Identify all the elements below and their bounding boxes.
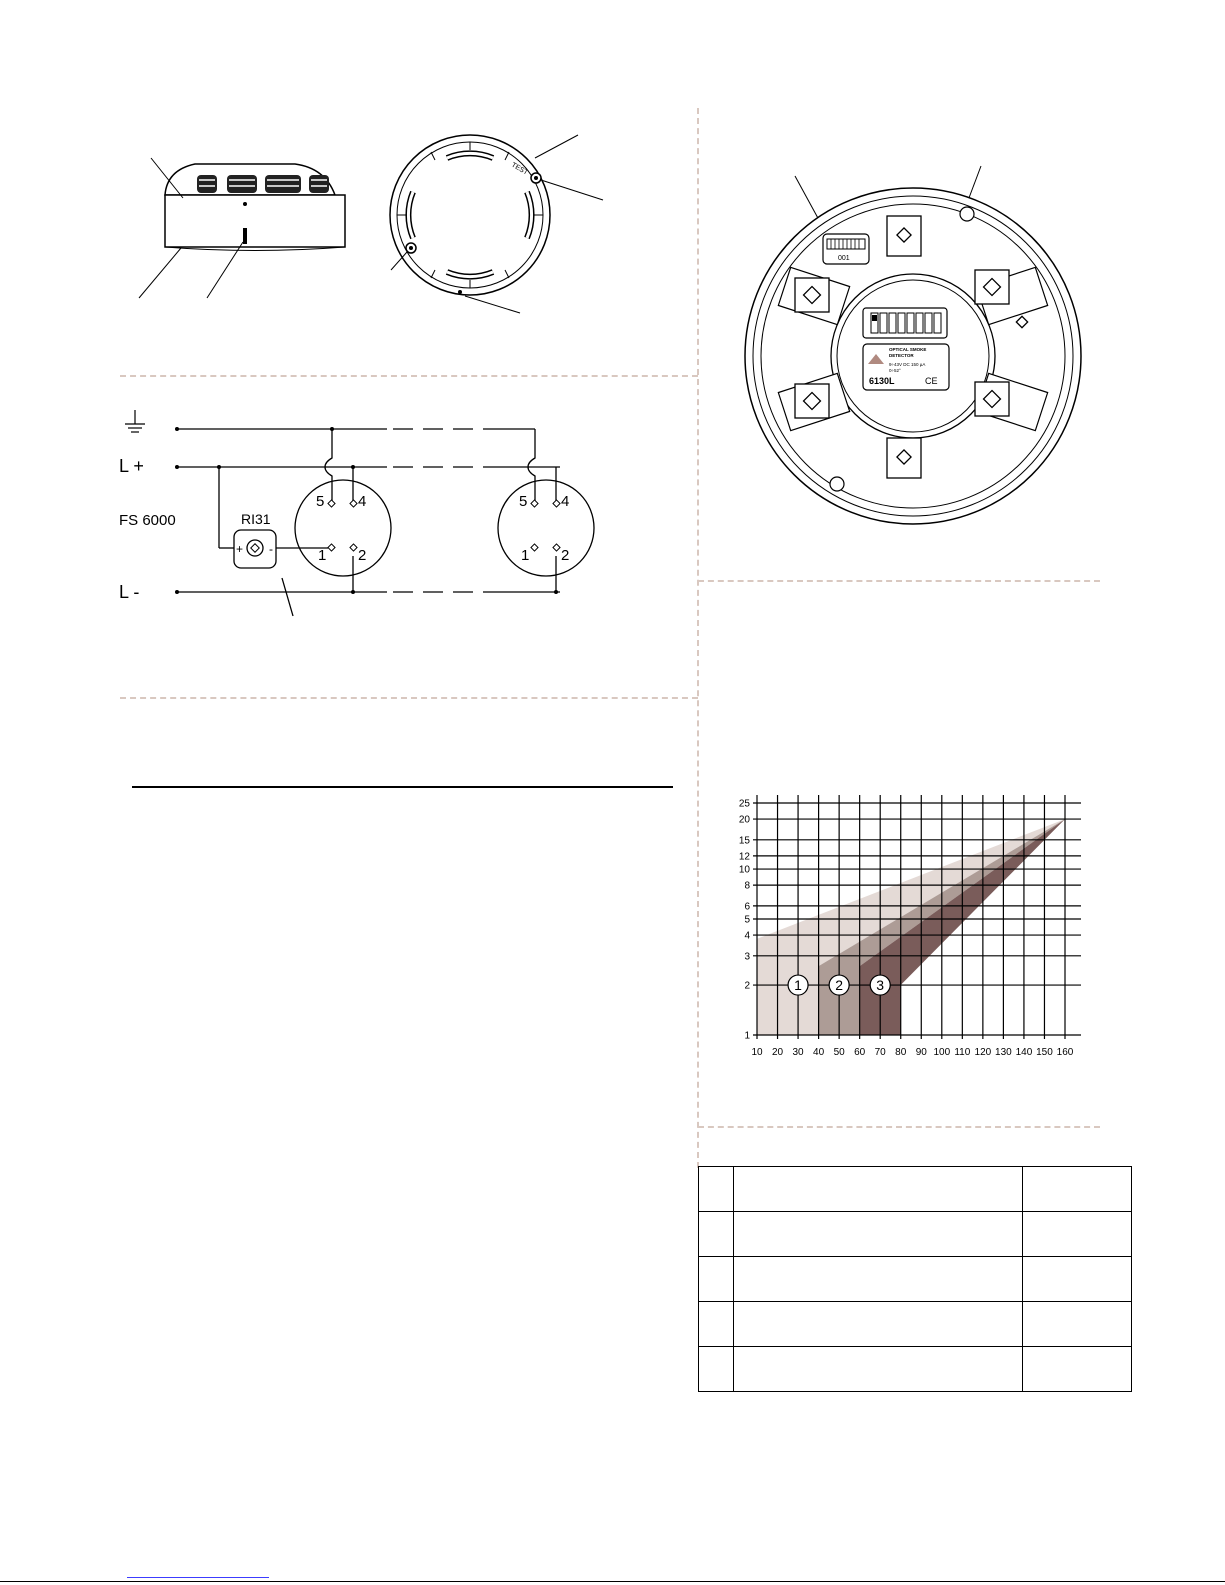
y-tick-label: 1 — [744, 1030, 750, 1042]
product-label-line4: 0÷52° — [889, 368, 901, 373]
separator-vertical — [697, 108, 699, 1168]
x-tick-label: 70 — [874, 1047, 886, 1058]
y-tick-label: 4 — [744, 930, 750, 942]
x-tick-label: 50 — [833, 1047, 845, 1058]
model-label: 6130L — [869, 376, 895, 386]
section-rule — [132, 786, 673, 788]
x-tick-label: 110 — [954, 1047, 971, 1058]
table-row — [699, 1257, 1132, 1302]
x-tick-label: 30 — [792, 1047, 804, 1058]
test-label: TEST — [510, 161, 529, 177]
y-tick-label: 8 — [744, 880, 750, 892]
base2-terminal-1: 1 — [521, 547, 530, 564]
indicator-label: RI31 — [241, 511, 271, 527]
product-label-line3: 9÷43V DC 150 µA — [889, 362, 926, 367]
x-tick-label: 120 — [974, 1047, 992, 1058]
table-row — [699, 1212, 1132, 1257]
base2-terminal-5: 5 — [519, 493, 528, 510]
series-label-3: 3 — [876, 977, 885, 994]
series-label-2: 2 — [835, 977, 844, 994]
separator-top-left — [120, 375, 698, 377]
small-switch-label: 001 — [838, 255, 850, 262]
y-tick-label: 10 — [738, 864, 750, 876]
wiring-diagram — [115, 400, 675, 630]
indicator-minus: - — [269, 542, 273, 556]
detector-side-view — [135, 150, 365, 310]
base2-terminal-2: 2 — [561, 547, 570, 564]
base1-terminal-5: 5 — [316, 493, 325, 510]
x-tick-label: 90 — [915, 1047, 927, 1058]
detector-bottom-view — [735, 150, 1095, 530]
line-plus-label: L + — [119, 456, 144, 476]
table-row — [699, 1167, 1132, 1212]
product-label-line1: OPTICAL SMOKE — [889, 347, 927, 352]
x-tick-label: 130 — [995, 1047, 1012, 1058]
product-label-line2: DETECTOR — [889, 353, 914, 358]
separator-right-2 — [698, 1126, 1100, 1128]
y-tick-label: 3 — [744, 951, 750, 963]
x-tick-label: 140 — [1015, 1047, 1033, 1058]
x-tick-label: 20 — [771, 1047, 784, 1058]
indicator-plus: + — [236, 542, 244, 556]
blank-table — [698, 1166, 1132, 1392]
line-minus-label: L - — [119, 582, 140, 602]
separator-right-1 — [698, 580, 1100, 582]
footer-link-underline[interactable] — [127, 1577, 269, 1578]
x-tick-label: 160 — [1056, 1047, 1074, 1058]
y-tick-label: 15 — [738, 835, 750, 847]
x-tick-label: 80 — [895, 1047, 907, 1058]
y-tick-label: 5 — [744, 914, 750, 926]
detector-top-view — [385, 120, 625, 320]
series-label-1: 1 — [794, 977, 802, 994]
footer-rule — [0, 1581, 1225, 1582]
y-tick-label: 2 — [744, 980, 750, 992]
ce-mark: CE — [925, 376, 938, 386]
panel-label: FS 6000 — [119, 512, 176, 529]
y-tick-label: 20 — [738, 814, 750, 826]
base2-terminal-4: 4 — [561, 493, 570, 510]
x-tick-label: 100 — [933, 1047, 951, 1058]
table-row — [699, 1347, 1132, 1392]
y-tick-label: 25 — [738, 798, 750, 810]
base1-terminal-2: 2 — [358, 547, 367, 564]
separator-mid-left — [120, 697, 698, 699]
y-tick-label: 12 — [738, 851, 750, 863]
base1-terminal-4: 4 — [358, 493, 367, 510]
x-tick-label: 150 — [1036, 1047, 1053, 1058]
y-tick-label: 6 — [744, 901, 750, 913]
table-row — [699, 1302, 1132, 1347]
x-tick-label: 10 — [751, 1047, 763, 1058]
x-tick-label: 40 — [813, 1047, 825, 1058]
x-tick-label: 60 — [854, 1047, 866, 1058]
chart — [735, 795, 1095, 1085]
base1-terminal-1: 1 — [318, 547, 327, 564]
